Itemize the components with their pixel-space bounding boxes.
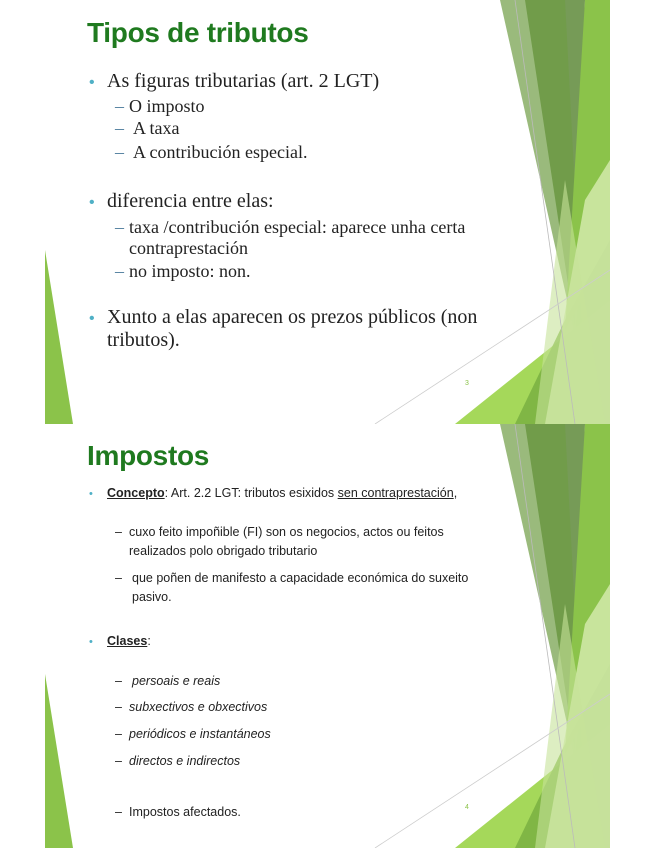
dash-icon: – — [115, 805, 122, 819]
slide-title: Impostos — [87, 440, 210, 471]
dash-icon: – — [115, 674, 122, 688]
page-number: 4 — [465, 804, 469, 811]
sub-manifesto-l2: pasivo. — [132, 590, 172, 604]
sub-feito-l2: realizados polo obrigado tributario — [129, 544, 318, 558]
bullet-icon: • — [89, 194, 95, 211]
bullet-icon: • — [89, 636, 93, 648]
sub-manifesto-l1: que poñen de manifesto a capacidade económica do suxeito — [132, 571, 469, 585]
bullet-icon: • — [89, 488, 93, 500]
concept-underlined: sen contraprestación — [337, 486, 454, 500]
bullet-icon: • — [89, 74, 95, 91]
item-no-imposto: no imposto: non. — [129, 261, 251, 281]
class-item: persoais e reais — [132, 674, 221, 688]
dash-icon: – — [115, 571, 122, 585]
impostos-afectados: Impostos afectados. — [129, 805, 241, 819]
dash-icon: – — [115, 754, 122, 768]
item-taxa-contraprestacion-l2: contraprestación — [129, 238, 248, 258]
concept-label: Concepto — [107, 486, 165, 500]
bullet-figuras: As figuras tributarias (art. 2 LGT) — [107, 70, 380, 92]
page-number: 3 — [465, 380, 469, 387]
bullet-xunto-l1: Xunto a elas aparecen os prezos públicos (non — [107, 306, 478, 328]
class-item: periódicos e instantáneos — [129, 727, 271, 741]
clases-label: Clases — [107, 634, 148, 648]
class-item: directos e indirectos — [129, 754, 241, 768]
item-imposto: O imposto — [129, 96, 205, 116]
dash-icon: – — [115, 96, 124, 116]
concept-line — [107, 486, 457, 500]
dash-icon: – — [115, 261, 124, 281]
item-contribucion: A contribución especial. — [133, 142, 308, 162]
slide-impostos — [45, 424, 610, 848]
concept-end: , — [453, 486, 458, 500]
bullet-diferencia: diferencia entre elas: — [107, 190, 274, 212]
dash-icon: – — [115, 727, 122, 741]
dash-icon: – — [115, 525, 122, 539]
bullet-icon: • — [89, 310, 95, 327]
item-taxa-contraprestacion-l1: taxa /contribución especial: aparece unha certa — [129, 217, 466, 237]
slide-tipos-de-tributos — [45, 0, 610, 424]
dash-icon: – — [115, 217, 124, 237]
dash-icon: – — [115, 118, 124, 138]
dash-icon: – — [115, 700, 122, 714]
slide-title: Tipos de tributos — [87, 17, 309, 48]
clases-heading — [107, 634, 151, 648]
class-item: subxectivos e obxectivos — [129, 700, 268, 714]
sub-feito-l1: cuxo feito impoñible (FI) son os negocios, actos ou feitos — [129, 525, 444, 539]
dash-icon: – — [115, 142, 124, 162]
bullet-xunto-l2: tributos). — [107, 329, 180, 351]
item-taxa: A taxa — [133, 118, 180, 138]
concept-text: : Art. 2.2 LGT: tributos esixidos — [164, 486, 338, 500]
clases-colon: : — [147, 634, 151, 648]
